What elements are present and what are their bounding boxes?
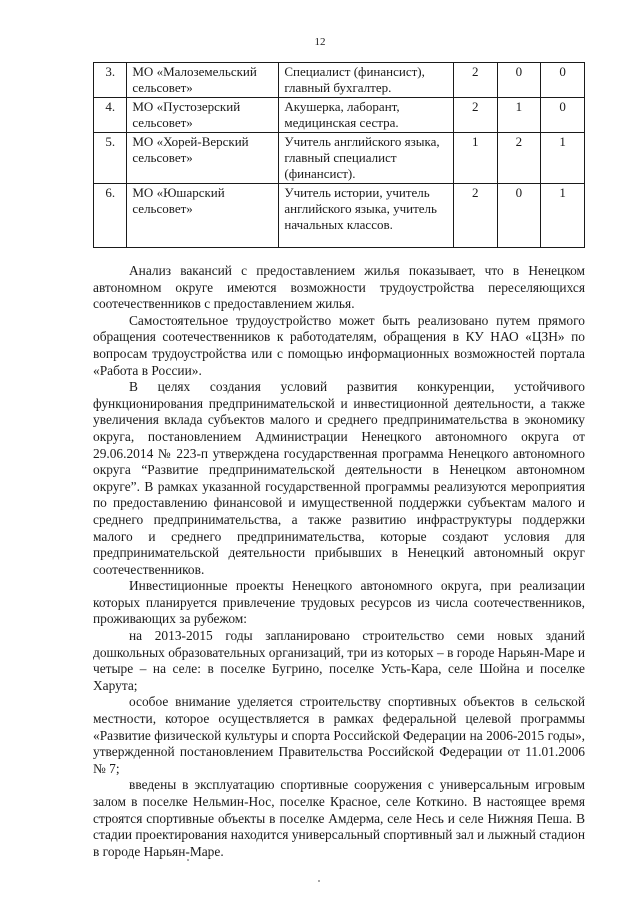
value-cell: 1 (541, 184, 585, 248)
row-number: 3. (94, 63, 127, 98)
table-row (94, 63, 585, 98)
row-number: 4. (94, 98, 127, 133)
table-row (94, 133, 585, 184)
specialists: Учитель истории, учитель английского языка, учитель начальных классов. (279, 184, 453, 248)
specialists: Акушерка, лаборант, медицинская сестра. (279, 98, 453, 133)
row-number: 5. (94, 133, 127, 184)
value-cell: 1 (541, 133, 585, 184)
paragraph: Инвестиционные проекты Ненецкого автономного округа, при реализации которых планируется привлечение трудовых ресурсов из числа соотечественников, проживающих за рубежом: (93, 578, 585, 627)
page-number: 12 (314, 36, 326, 48)
value-cell: 2 (453, 98, 497, 133)
scan-speck (318, 880, 320, 882)
municipality-name: МО «Юшарский сельсовет» (127, 184, 279, 248)
table-row (94, 98, 585, 133)
vacancies-table (93, 62, 585, 248)
specialists: Учитель английского языка, главный специалист (финансист). (279, 133, 453, 184)
value-cell: 2 (453, 63, 497, 98)
document-body (93, 263, 585, 860)
paragraph: В целях создания условий развития конкуренции, устойчивого функционирования предпринимательской и инвестиционной деятельности, а также увеличения вклада субъектов малого и среднего предпринимательства в экономику округа, постановлением Администрации Ненецкого автономного округа от 29.06.2014 № 223-п утверждена государственная программа Ненецкого автономного округа “Развитие предпринимательской деятельности в Ненецком автономном округе”. В рамках указанной государственной программы реализуются мероприятия по предоставлению финансовой и имущественной поддержки субъектам малого и среднего предпринимательства, а также развитию инфраструктуры поддержки малого и среднего предпринимательства, которые создают условия для предпринимательской деятельности прибывших в Ненецкий автономный округ соотечественников. (93, 379, 585, 577)
specialists: Специалист (финансист), главный бухгалтер. (279, 63, 453, 98)
value-cell: 1 (497, 98, 541, 133)
paragraph: Анализ вакансий с предоставлением жилья показывает, что в Ненецком автономном округе имеются возможности трудоустройства переселяющихся соотечественников с предоставлением жилья. (93, 263, 585, 312)
paragraph: введены в эксплуатацию спортивные сооружения с универсальным игровым залом в поселке Нельмин-Нос, поселке Красное, селе Коткино. В настоящее время строятся спортивные объекты в поселке Амдерма, селе Несь и селе Нижняя Пеша. В стадии проектирования находится универсальный спортивный зал и лыжный стадион в городе Нарьян-Маре. (93, 777, 585, 859)
municipality-name: МО «Пустозерский сельсовет» (127, 98, 279, 133)
paragraph: особое внимание уделяется строительству спортивных объектов в сельской местности, которое осуществляется в рамках федеральной целевой программы «Развитие физической культуры и спорта Российской Федерации на 2006-2015 годы», утвержденной постановлением Правительства Российской Федерации от 11.01.2006 № 7; (93, 694, 585, 776)
value-cell: 2 (497, 133, 541, 184)
value-cell: 0 (541, 63, 585, 98)
value-cell: 0 (541, 98, 585, 133)
row-number: 6. (94, 184, 127, 248)
value-cell: 2 (453, 184, 497, 248)
value-cell: 0 (497, 63, 541, 98)
paragraph: на 2013-2015 годы запланировано строительство семи новых зданий дошкольных образовательных организаций, три из которых – в городе Нарьян-Маре и четыре – на селе: в поселке Бугрино, поселке Усть-Кара, селе Шойна и поселке Харута; (93, 628, 585, 693)
value-cell: 0 (497, 184, 541, 248)
value-cell: 1 (453, 133, 497, 184)
scan-speck (187, 859, 189, 861)
paragraph: Самостоятельное трудоустройство может быть реализовано путем прямого обращения соотечественников к работодателям, обращения в КУ НАО «ЦЗН» по вопросам трудоустройства или с помощью информационных возможностей портала «Работа в России». (93, 312, 585, 378)
table-row (94, 184, 585, 248)
municipality-name: МО «Хорей-Верский сельсовет» (127, 133, 279, 184)
municipality-name: МО «Малоземельский сельсовет» (127, 63, 279, 98)
